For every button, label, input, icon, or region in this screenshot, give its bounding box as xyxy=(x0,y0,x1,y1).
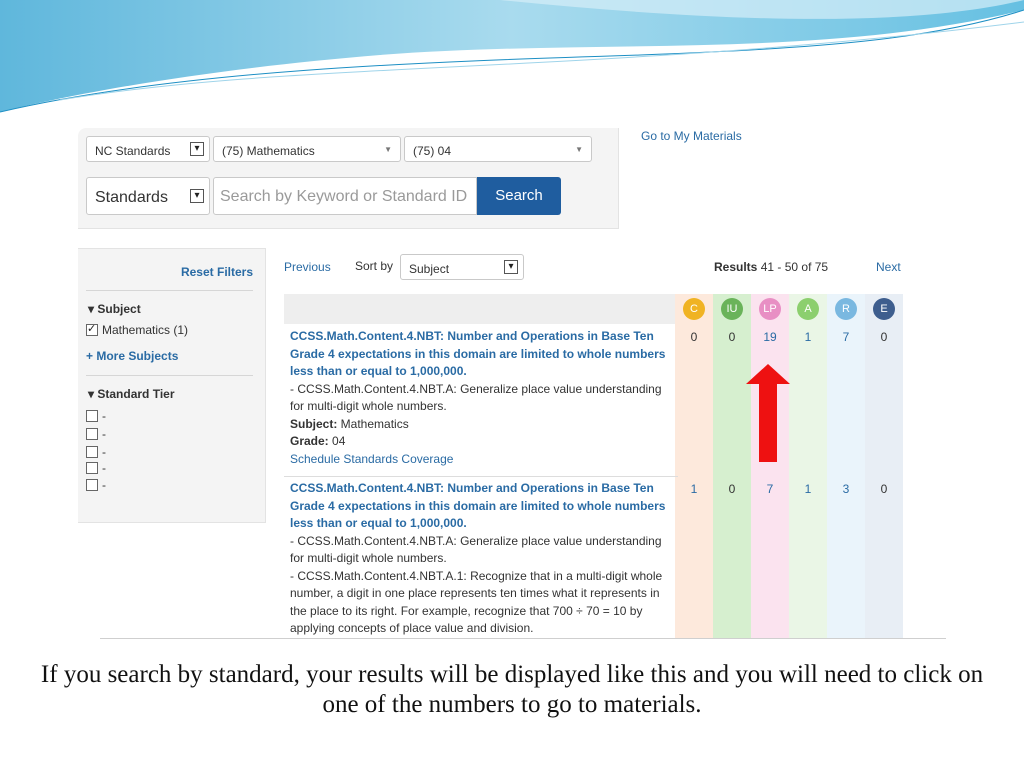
more-subjects-link[interactable]: + More Subjects xyxy=(86,349,179,363)
column-e-icon xyxy=(873,298,895,320)
count-a[interactable]: 1 xyxy=(804,482,812,496)
header-wave-graphic xyxy=(0,0,1024,120)
results-range: 41 - 50 of 75 xyxy=(760,260,829,274)
arrow-shape xyxy=(746,364,790,462)
checkbox-checked[interactable] xyxy=(86,324,98,336)
standards-set-value: NC Standards xyxy=(95,144,171,158)
subject-meta-value: Mathematics xyxy=(337,416,409,431)
column-code: E xyxy=(880,303,888,315)
tier-option[interactable] xyxy=(86,478,106,492)
reset-filters-link[interactable]: Reset Filters xyxy=(180,265,253,279)
checkbox[interactable] xyxy=(86,462,98,474)
sub-standard-text: - CCSS.Math.Content.4.NBT.A: Generalize place value understanding for multi-digit whole numbers. xyxy=(290,533,662,565)
grade-meta-label: Grade: xyxy=(290,434,329,448)
tier-option[interactable] xyxy=(86,409,106,423)
sort-select[interactable] xyxy=(400,254,524,280)
subject-select[interactable] xyxy=(213,136,401,162)
go-to-my-materials-link[interactable]: Go to My Materials xyxy=(641,129,742,143)
checkbox[interactable] xyxy=(86,446,98,458)
subject-value: (75) Mathematics xyxy=(222,144,315,158)
screenshot-panel xyxy=(78,128,946,638)
search-button-label: Search xyxy=(495,187,543,204)
divider xyxy=(86,290,253,291)
count-c[interactable]: 0 xyxy=(690,330,698,344)
search-filter-bar xyxy=(78,128,619,229)
filter-sidebar xyxy=(78,248,266,523)
row-divider xyxy=(284,476,678,477)
tier-option-label: - xyxy=(102,409,106,423)
column-c-icon xyxy=(683,298,705,320)
count-lp[interactable]: 7 xyxy=(766,482,774,496)
checkbox[interactable] xyxy=(86,479,98,491)
standard-title-link[interactable]: CCSS.Math.Content.4.NBT: Number and Operations in Base Ten Grade 4 expectations in this domain are limited to whole numbers less than or equal to 1,000,000. xyxy=(290,329,666,378)
tier-option-label: - xyxy=(102,461,106,475)
column-code: R xyxy=(842,303,850,315)
tier-option[interactable] xyxy=(86,427,106,441)
slide-caption: If you search by standard, your results will be displayed like this and you will need to click on one of the numbers to go to materials. xyxy=(40,661,984,718)
count-e[interactable]: 0 xyxy=(880,482,888,496)
standard-description xyxy=(290,480,670,638)
sort-by-label: Sort by xyxy=(355,259,394,273)
column-code: C xyxy=(690,303,698,315)
table-row xyxy=(284,480,902,638)
count-lp[interactable]: 19 xyxy=(763,330,777,344)
column-code: IU xyxy=(726,303,738,315)
subject-option[interactable] xyxy=(86,323,188,337)
standard-title-link[interactable]: CCSS.Math.Content.4.NBT: Number and Operations in Base Ten Grade 4 expectations in this domain are limited to whole numbers less than or equal to 1,000,000. xyxy=(290,481,666,530)
column-r-icon xyxy=(835,298,857,320)
standards-set-select[interactable] xyxy=(86,136,210,162)
count-r[interactable]: 3 xyxy=(842,482,850,496)
subject-option-label: Mathematics (1) xyxy=(102,323,189,337)
tier-option-label: - xyxy=(102,478,106,492)
count-r[interactable]: 7 xyxy=(842,330,850,344)
search-button[interactable] xyxy=(477,177,561,215)
grade-select[interactable] xyxy=(404,136,592,162)
standard-tier-label: Standard Tier xyxy=(97,387,175,401)
column-code: LP xyxy=(763,303,777,315)
grade-meta-value: 04 xyxy=(328,434,346,448)
subject-meta-label: Subject: xyxy=(290,416,338,431)
count-iu[interactable]: 0 xyxy=(728,482,736,496)
tier-option-label: - xyxy=(102,445,106,459)
subject-meta xyxy=(290,416,670,434)
divider xyxy=(100,638,946,639)
previous-page-link[interactable]: Previous xyxy=(284,260,331,274)
count-e[interactable]: 0 xyxy=(880,330,888,344)
chevron-down-icon: ▾ xyxy=(190,189,204,203)
schedule-standards-coverage-link[interactable]: Schedule Standards Coverage xyxy=(290,451,454,466)
count-c[interactable]: 1 xyxy=(690,482,698,496)
sub-standard-text: - CCSS.Math.Content.4.NBT.A.1: Recognize that in a multi-digit whole number, a digit in one place represents ten times what it represents in the place to its right. For example, recognize that 700 ÷ 70 = 10 by applying concepts of place value and division. xyxy=(290,568,663,635)
search-placeholder: Search by Keyword or Standard ID xyxy=(220,188,468,205)
results-count-label: Results xyxy=(714,260,758,274)
subject-filter-heading[interactable]: ▾ Subject xyxy=(88,302,141,316)
count-a[interactable]: 1 xyxy=(804,330,812,344)
search-type-value: Standards xyxy=(95,189,168,206)
sort-value: Subject xyxy=(409,262,450,276)
search-input[interactable] xyxy=(213,177,477,215)
caret-down-icon: ▼ xyxy=(575,145,583,154)
search-type-select[interactable] xyxy=(86,177,210,215)
checkbox[interactable] xyxy=(86,428,98,440)
count-iu[interactable]: 0 xyxy=(728,330,736,344)
column-code: A xyxy=(804,303,812,315)
caret-down-icon: ▼ xyxy=(384,145,392,154)
column-iu-icon xyxy=(721,298,743,320)
standard-description xyxy=(290,328,670,468)
chevron-down-icon: ▾ xyxy=(190,142,204,156)
chevron-down-icon: ▾ xyxy=(504,260,518,274)
grade-value: (75) 04 xyxy=(413,144,452,158)
divider xyxy=(86,375,253,376)
tier-option[interactable] xyxy=(86,445,106,459)
annotation-arrow-up xyxy=(746,364,790,464)
subject-heading-label: Subject xyxy=(97,302,141,316)
column-lp-icon xyxy=(759,298,781,320)
standard-tier-heading[interactable]: ▾ Standard Tier xyxy=(88,387,175,401)
tier-option[interactable] xyxy=(86,461,106,475)
results-count xyxy=(714,260,828,274)
tier-option-label: - xyxy=(102,427,106,441)
grade-meta xyxy=(290,433,670,451)
sub-standard-text: - CCSS.Math.Content.4.NBT.A: Generalize place value understanding for multi-digit whole numbers. xyxy=(290,381,662,413)
column-a-icon xyxy=(797,298,819,320)
table-row xyxy=(284,328,902,474)
next-page-link[interactable]: Next xyxy=(876,260,901,274)
checkbox[interactable] xyxy=(86,410,98,422)
